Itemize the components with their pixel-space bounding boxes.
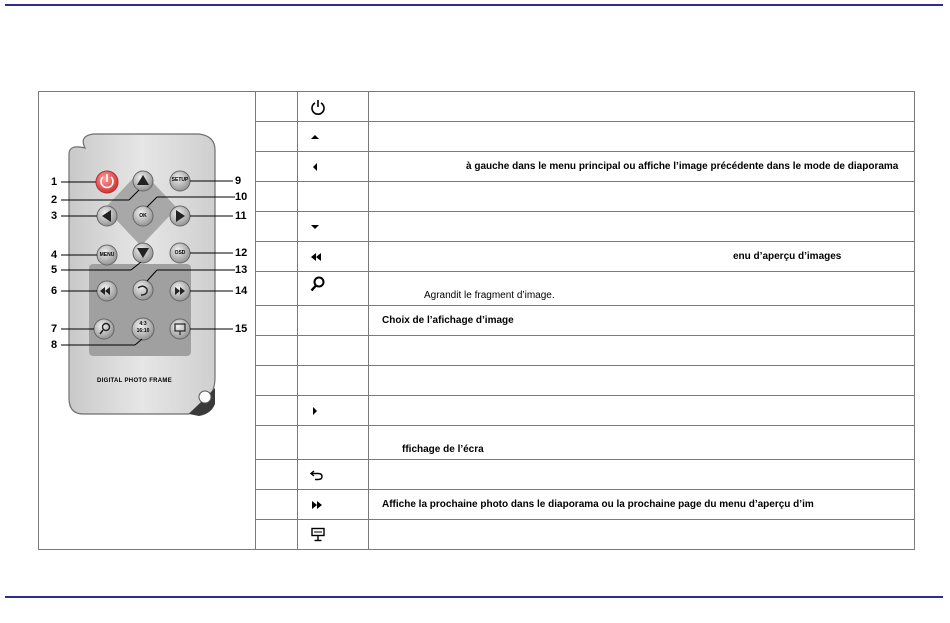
ok-button-label: OK [139,213,147,219]
remote-illustration-cell [39,92,256,550]
row-number [256,396,298,426]
row-number [256,152,298,182]
table-row [39,92,915,122]
remote-spec-table [38,91,915,550]
callout-label: 12 [235,247,248,259]
fast-forward-icon [310,500,324,510]
slideshow-icon [310,527,326,543]
row-description [369,366,915,396]
callout-label: 3 [51,210,58,222]
row-icon-cell [298,396,369,426]
row-number [256,92,298,122]
row-icon-cell [298,490,369,520]
row-description: Affiche la prochaine photo dans le diaporama ou la prochaine page du menu d’aperçu d’im [369,490,915,520]
row-icon-cell [298,306,369,336]
row-number [256,242,298,272]
row-description: à gauche dans le menu principal ou affiche l’image précédente dans le mode de diaporama [369,152,915,182]
menu-button-label: MENU [99,252,115,258]
row-description [369,122,915,152]
callout-label: 4 [51,249,58,261]
row-icon-cell [298,122,369,152]
header-rule [5,4,943,6]
power-icon [310,99,326,115]
remote-brand-label: DIGITAL PHOTO FRAME [97,378,173,384]
callout-label: 2 [51,194,58,206]
callout-label: 15 [235,323,248,335]
row-number [256,336,298,366]
arrow-right-icon [310,405,320,417]
callout-label: 1 [51,176,58,188]
row-description [369,212,915,242]
row-number [256,460,298,490]
row-number [256,520,298,550]
row-icon-cell [298,92,369,122]
return-icon [310,469,324,481]
row-number [256,490,298,520]
arrow-left-icon [310,162,320,172]
row-description: enu d’aperçu d’images [369,242,915,272]
callout-label: 14 [235,285,248,297]
row-description [369,182,915,212]
rewind-icon [310,252,324,262]
callout-label: 13 [235,264,248,276]
row-description [369,520,915,550]
callout-label: 5 [51,264,58,276]
row-icon-cell [298,152,369,182]
callout-label: 7 [51,323,58,335]
callout-label: 6 [51,285,58,297]
ratio-button-label-bottom: 16:10 [136,328,150,334]
row-number [256,366,298,396]
osd-button-label: OSD [174,250,186,256]
footer-rule [5,596,943,598]
row-description: Agrandit le fragment d’image. [369,272,915,306]
row-description: ffichage de l’écra [369,426,915,460]
row-icon-cell [298,212,369,242]
zoom-icon [310,276,326,292]
arrow-up-icon [310,132,320,142]
row-icon-cell [298,366,369,396]
callout-label: 11 [235,210,247,222]
row-number [256,272,298,306]
row-icon-cell [298,426,369,460]
callout-label: 9 [235,175,242,187]
row-number [256,122,298,152]
row-icon-cell [298,242,369,272]
callout-label: 8 [51,339,58,351]
row-number [256,426,298,460]
row-number [256,182,298,212]
row-number [256,306,298,336]
arrow-down-icon [310,222,320,232]
ratio-button-label-top: 4:3 [139,321,147,327]
row-icon-cell [298,520,369,550]
row-description [369,336,915,366]
callout-label: 10 [235,191,248,203]
row-description [369,460,915,490]
row-description [369,396,915,426]
row-icon-cell [298,272,369,306]
row-description [369,92,915,122]
remote-illustration [39,92,255,537]
row-number [256,212,298,242]
setup-button-label: SETUP [171,177,189,183]
row-description: Choix de l’afichage d’image [369,306,915,336]
row-icon-cell [298,182,369,212]
row-icon-cell [298,336,369,366]
row-icon-cell [298,460,369,490]
